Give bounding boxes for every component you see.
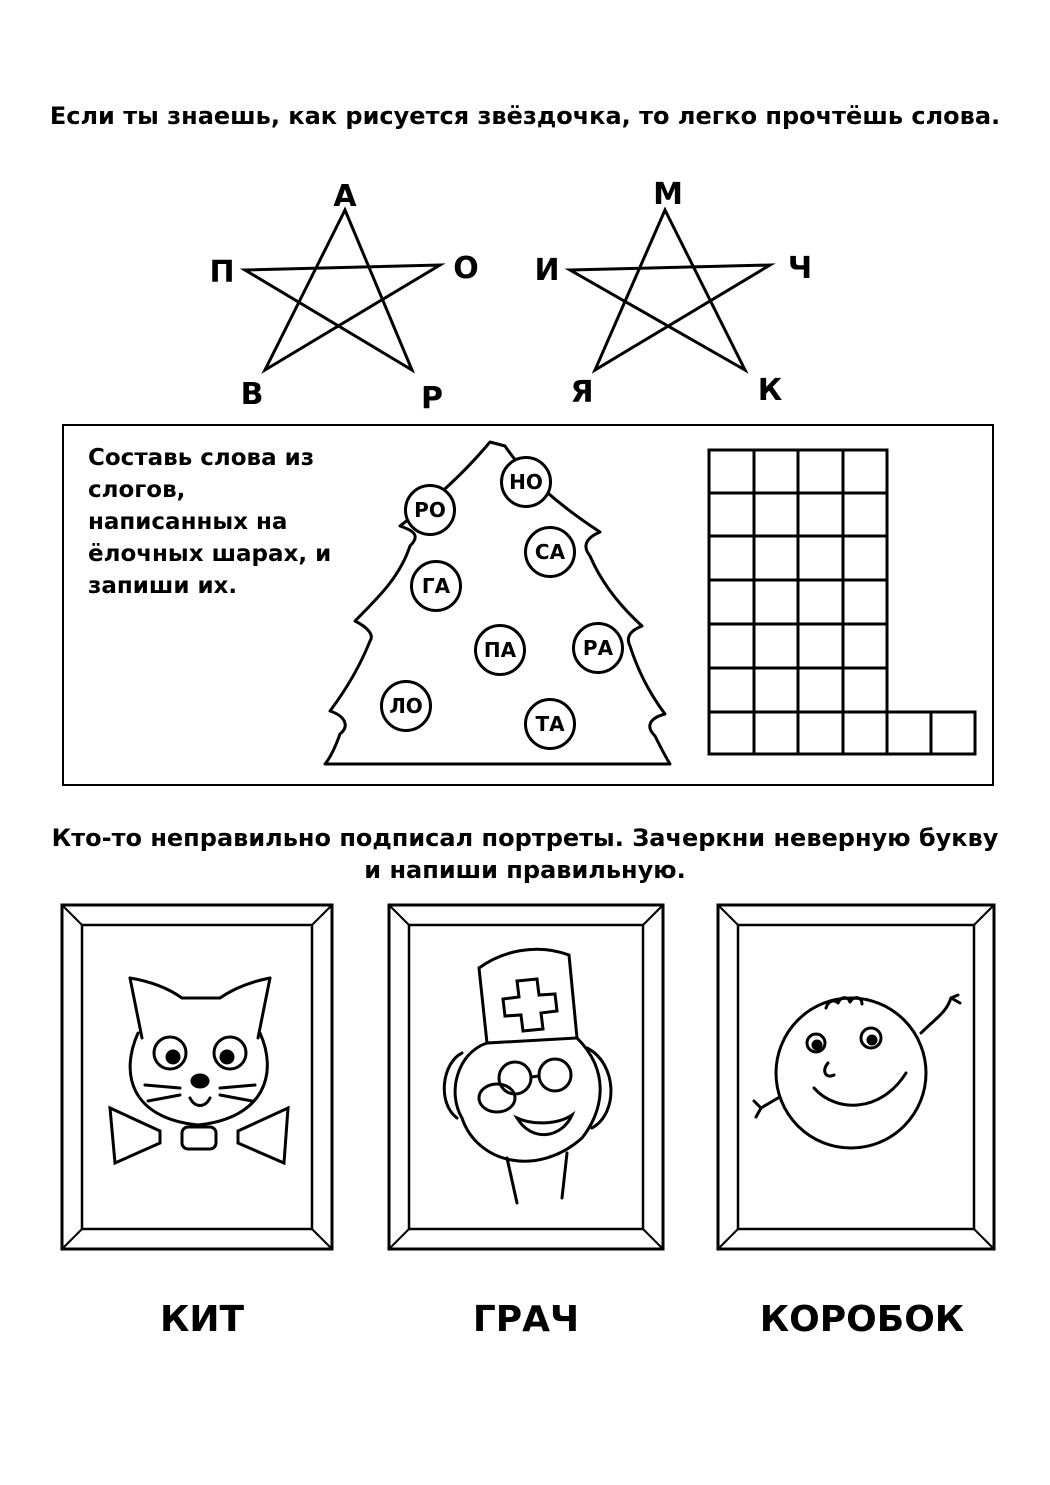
caption-kit: КИТ	[159, 1299, 245, 1340]
star-left-letter-bottom-right: Р	[421, 381, 443, 416]
task1-instruction: Если ты знаешь, как рисуется звёздочка, то легко прочтёшь слова.	[49, 102, 1001, 130]
ball-ta: ТА	[524, 698, 576, 750]
ball-ga: ГА	[410, 560, 462, 612]
ball-sa: СА	[524, 526, 576, 578]
ball-ro: РО	[404, 484, 456, 536]
star-left-letter-right: О	[453, 251, 479, 286]
star-left-letter-bottom-left: В	[240, 377, 264, 412]
portrait-frame-cat	[60, 903, 336, 1253]
task2-box	[62, 424, 994, 786]
task3-instruction: Кто-то неправильно подписал портреты. Зачеркни неверную букву и напиши правильную.	[51, 824, 999, 884]
portrait-frame-kolobok	[716, 903, 996, 1253]
task2-instruction: Составь слова из слогов, написанных на ёлочных шарах, и запиши их.	[88, 445, 332, 599]
ball-lo: ЛО	[380, 680, 432, 732]
portrait-frame-doctor	[387, 903, 667, 1253]
star-right-letter-bottom-left: Я	[570, 375, 594, 410]
star-right-letter-right: Ч	[787, 251, 813, 286]
star-left-letter-left: П	[209, 255, 235, 290]
star-left-shape	[245, 210, 440, 370]
caption-korobok: КОРОБОК	[759, 1299, 965, 1340]
ball-pa: ПА	[474, 624, 526, 676]
ball-no: НО	[500, 456, 552, 508]
star-right-letter-left: И	[534, 253, 560, 288]
star-right-letter-top: М	[653, 177, 683, 212]
star-left-letter-top: А	[333, 179, 357, 214]
answer-grid[interactable]	[707, 448, 979, 758]
stars-drawing	[0, 175, 1050, 395]
ball-ra: РА	[572, 622, 624, 674]
star-right-shape	[570, 210, 770, 370]
caption-grach: ГРАЧ	[472, 1299, 580, 1340]
star-right-letter-bottom-right: К	[757, 373, 783, 408]
